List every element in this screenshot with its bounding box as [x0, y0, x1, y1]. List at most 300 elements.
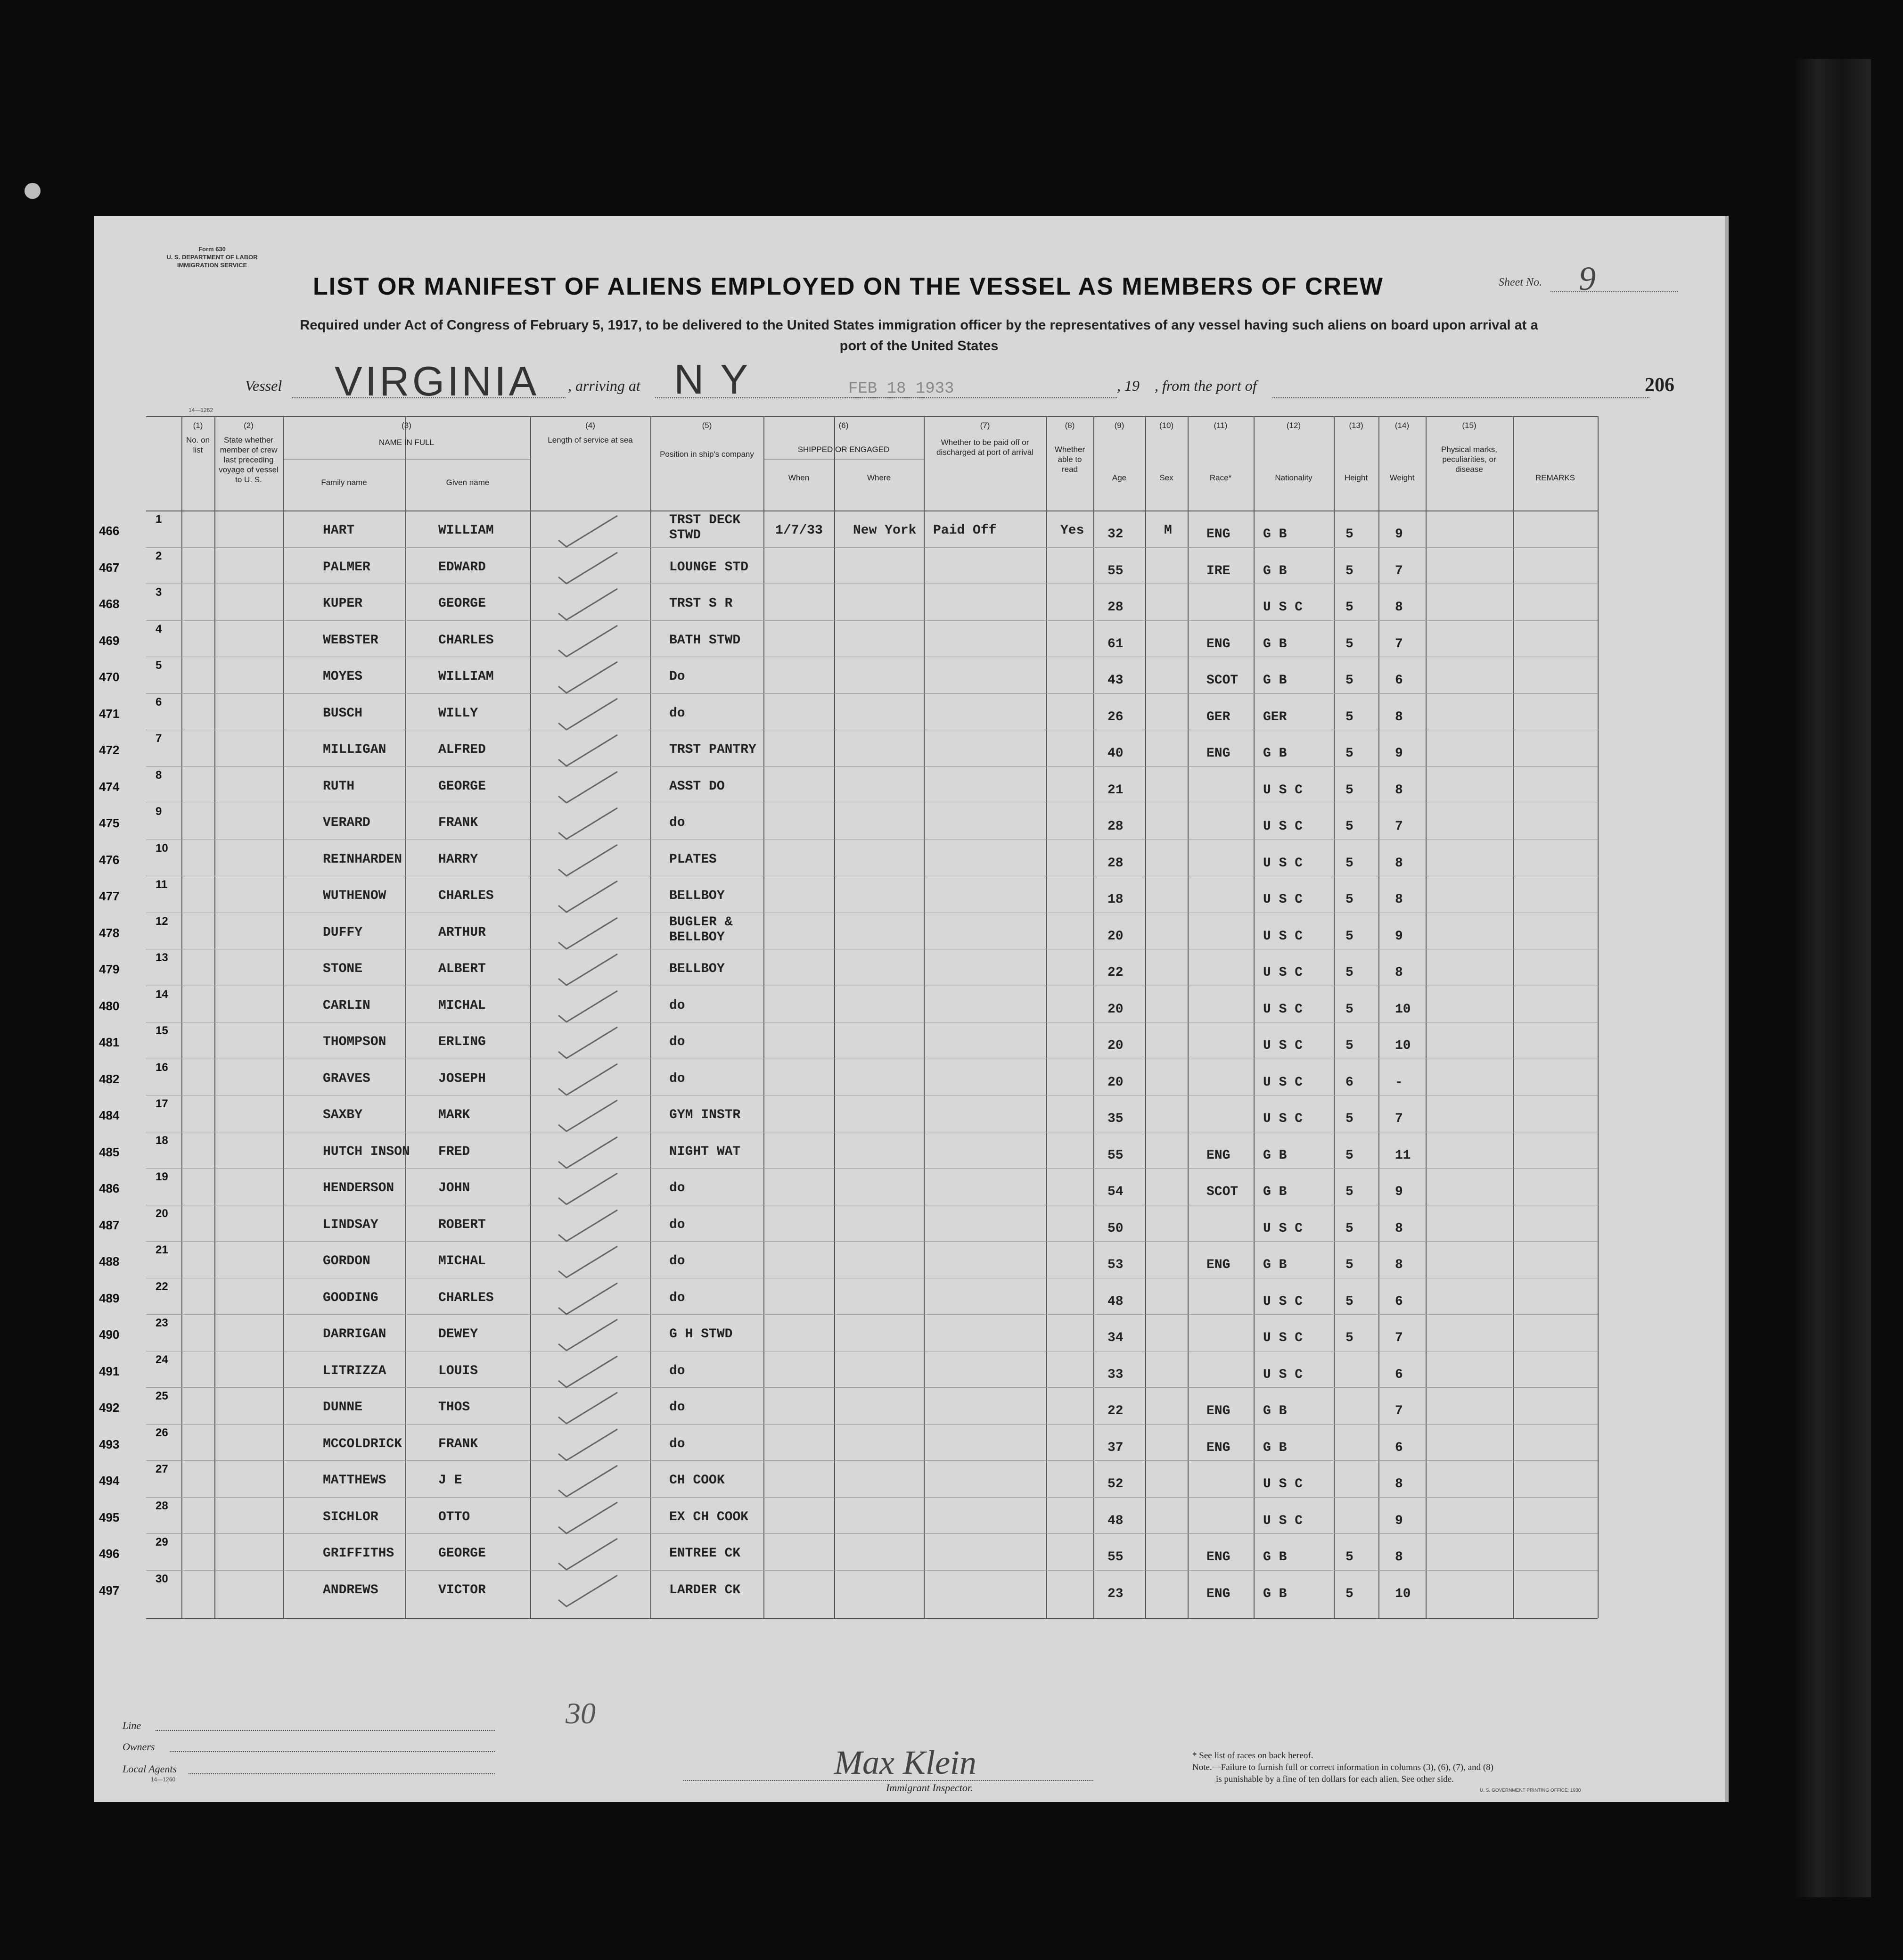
column-number: (15) [1462, 421, 1476, 430]
column-divider [1254, 416, 1255, 1618]
arriving-port: N Y [674, 356, 751, 403]
film-edge [1796, 59, 1871, 1897]
nationality: G B [1263, 1586, 1287, 1601]
row-number: 17 [156, 1097, 168, 1110]
checkmark-icon [556, 1499, 622, 1537]
nationality: U S C [1263, 1294, 1303, 1309]
column-number: (12) [1286, 421, 1301, 430]
form-number: Form 630 [198, 246, 226, 253]
column-divider [1334, 416, 1335, 1618]
column-number: (8) [1065, 421, 1075, 430]
paid-off: Paid Off [933, 523, 997, 538]
agents-line [189, 1773, 495, 1774]
column-divider [924, 416, 925, 1618]
position: do [669, 1400, 685, 1415]
age: 20 [1107, 1075, 1124, 1090]
list-sequence-number: 491 [99, 1364, 120, 1378]
row-number: 24 [156, 1353, 168, 1366]
nationality: U S C [1263, 1331, 1303, 1345]
age: 34 [1107, 1331, 1124, 1345]
checkmark-icon [556, 696, 622, 733]
column-number: (3) [402, 421, 411, 430]
column-number: (9) [1114, 421, 1124, 430]
column-number: (13) [1349, 421, 1363, 430]
checkmark-icon [556, 1061, 622, 1099]
position: TRST DECK [669, 513, 741, 527]
given-name: GEORGE [438, 596, 486, 611]
checkmark-icon [556, 951, 622, 989]
from-port-label: , from the port of [1155, 377, 1257, 394]
table-bottom-border [146, 1618, 1598, 1619]
height: 5 [1345, 1294, 1353, 1309]
nationality: U S C [1263, 819, 1303, 834]
subtitle [141, 315, 1697, 356]
position: BATH STWD [669, 633, 741, 648]
list-sequence-number: 490 [99, 1327, 120, 1342]
family-name: THOMPSON [323, 1035, 386, 1049]
row-divider [146, 620, 1598, 621]
position: do [669, 1254, 685, 1268]
weight: 8 [1395, 1477, 1403, 1491]
year-label: , 19 [1117, 377, 1140, 394]
nationality: G B [1263, 527, 1287, 542]
age: 35 [1107, 1112, 1124, 1126]
given-name: WILLIAM [438, 669, 494, 684]
family-name: KUPER [323, 596, 363, 611]
nationality: G B [1263, 636, 1287, 651]
age: 22 [1107, 1404, 1124, 1418]
weight: 8 [1395, 709, 1403, 725]
nationality: G B [1263, 1258, 1287, 1272]
column-header: Age [1112, 473, 1127, 482]
row-number: 21 [156, 1244, 168, 1256]
height: 5 [1345, 819, 1353, 834]
height: 5 [1345, 563, 1353, 578]
subtitle-line-1: Required under Act of Congress of February 5, 1917, to be delivered to the United States immigration officer by the representatives of any vessel having such aliens on board upon arrival at a [300, 318, 1538, 333]
column-divider [1378, 416, 1379, 1618]
column-header: Where [867, 473, 891, 482]
column-header: SHIPPED OR ENGAGED [797, 445, 890, 454]
line-line [156, 1730, 495, 1731]
checkmark-icon [556, 878, 622, 916]
position-line-2: STWD [669, 528, 701, 543]
given-name: FRANK [438, 815, 478, 830]
nationality: U S C [1263, 929, 1303, 944]
race: SCOT [1206, 1185, 1239, 1199]
inspector-label: Immigrant Inspector. [886, 1782, 973, 1794]
checkmark-icon [556, 769, 622, 807]
position: BUGLER & [669, 914, 733, 930]
height: 5 [1345, 856, 1353, 871]
row-divider [146, 1424, 1598, 1425]
family-name: WEBSTER [323, 633, 378, 648]
row-number: 11 [156, 878, 168, 891]
age: 21 [1107, 782, 1124, 798]
family-name: STONE [323, 962, 363, 976]
form-code: 14—1262 [189, 407, 213, 413]
height: 5 [1345, 1112, 1353, 1126]
row-number: 27 [156, 1463, 168, 1475]
column-divider [650, 416, 651, 1618]
weight: 9 [1395, 746, 1403, 761]
column-header: Race* [1209, 473, 1232, 482]
age: 40 [1107, 746, 1124, 761]
checkmark-icon [556, 1317, 622, 1354]
position: TRST S R [669, 596, 733, 611]
column-number: (1) [193, 421, 203, 430]
position: GYM INSTR [669, 1108, 741, 1122]
family-name: HART [323, 523, 355, 538]
height: 5 [1345, 1550, 1353, 1565]
weight: 7 [1395, 1112, 1403, 1126]
list-sequence-number: 497 [99, 1583, 120, 1598]
age: 26 [1107, 709, 1124, 725]
list-sequence-number: 482 [99, 1071, 120, 1086]
arriving-label: , arriving at [568, 377, 640, 394]
age: 48 [1107, 1294, 1124, 1309]
height: 5 [1345, 709, 1353, 725]
height: 5 [1345, 1331, 1353, 1345]
family-name: MCCOLDRICK [323, 1436, 402, 1451]
weight: 8 [1395, 1550, 1403, 1565]
row-number: 9 [156, 805, 162, 818]
weight: 11 [1395, 1148, 1411, 1163]
weight: 8 [1395, 1221, 1403, 1236]
position: do [669, 998, 685, 1013]
sheet-no-line [1550, 291, 1678, 292]
row-number: 20 [156, 1207, 168, 1220]
height: 5 [1345, 1148, 1353, 1163]
column-divider [1426, 416, 1427, 1618]
family-name: SAXBY [323, 1108, 363, 1122]
checkmark-icon [556, 623, 622, 660]
family-name: DARRIGAN [323, 1327, 386, 1342]
given-name: CHARLES [438, 1290, 494, 1305]
column-divider [1046, 416, 1047, 1618]
row-number: 2 [156, 549, 162, 562]
crew-table [99, 416, 1598, 1684]
position: ENTREE CK [669, 1546, 741, 1561]
column-number: (7) [980, 421, 990, 430]
given-name: OTTO [438, 1509, 470, 1524]
list-sequence-number: 493 [99, 1437, 120, 1451]
family-name: MOYES [323, 669, 363, 684]
checkmark-icon [556, 1426, 622, 1464]
owners-label: Owners [123, 1741, 155, 1753]
row-divider [146, 1497, 1598, 1498]
nationality: U S C [1263, 1513, 1303, 1528]
age: 32 [1107, 527, 1124, 542]
weight: 8 [1395, 600, 1403, 615]
position: ASST DO [669, 779, 725, 794]
list-sequence-number: 471 [99, 706, 120, 721]
column-header: No. on list [186, 436, 210, 454]
row-number: 4 [156, 622, 162, 635]
column-divider [214, 416, 215, 1618]
row-divider [146, 1533, 1598, 1534]
position: PLATES [669, 852, 717, 867]
position: do [669, 1181, 685, 1195]
nationality: U S C [1263, 1075, 1303, 1090]
checkmark-icon [556, 1170, 622, 1208]
row-number: 28 [156, 1499, 168, 1512]
checkmark-icon [556, 988, 622, 1026]
list-sequence-number: 476 [99, 852, 120, 867]
row-divider [146, 1314, 1598, 1315]
column-header: Given name [446, 478, 490, 487]
given-name: ERLING [438, 1035, 486, 1049]
column-divider [1093, 416, 1094, 1618]
checkmark-icon [556, 1024, 622, 1062]
row-number: 22 [156, 1280, 168, 1293]
list-sequence-number: 488 [99, 1254, 120, 1268]
able-to-read: Yes [1060, 523, 1084, 538]
checkmark-icon [556, 1573, 622, 1610]
family-name: HENDERSON [323, 1181, 394, 1195]
nationality: G B [1263, 746, 1287, 761]
height: 5 [1345, 1038, 1353, 1053]
weight: 8 [1395, 965, 1403, 980]
given-name: JOSEPH [438, 1071, 486, 1086]
list-sequence-number: 495 [99, 1510, 120, 1524]
given-name: LOUIS [438, 1363, 478, 1378]
age: 20 [1107, 1002, 1124, 1017]
list-sequence-number: 468 [99, 597, 120, 611]
weight: 6 [1395, 673, 1403, 688]
nationality: U S C [1263, 892, 1303, 907]
line-label: Line [123, 1720, 141, 1731]
list-sequence-number: 479 [99, 962, 120, 976]
height: 6 [1345, 1075, 1353, 1090]
weight: 7 [1395, 1331, 1403, 1345]
races-note: * See list of races on back hereof. [1192, 1751, 1313, 1761]
given-name: FRANK [438, 1436, 478, 1451]
age: 50 [1107, 1221, 1124, 1236]
weight: - [1395, 1075, 1403, 1090]
column-header: Position in ship's company [660, 450, 754, 459]
checkmark-icon [556, 842, 622, 880]
family-name: GORDON [323, 1254, 370, 1268]
weight: 9 [1395, 929, 1403, 944]
height: 5 [1345, 1586, 1353, 1601]
family-name: HUTCH INSON [323, 1144, 410, 1159]
weight: 9 [1395, 1185, 1403, 1199]
row-number: 1 [156, 513, 162, 526]
row-number: 25 [156, 1390, 168, 1402]
column-number: (2) [244, 421, 254, 430]
list-sequence-number: 475 [99, 816, 120, 830]
list-sequence-number: 489 [99, 1291, 120, 1305]
age: 37 [1107, 1440, 1124, 1455]
list-sequence-number: 486 [99, 1181, 120, 1195]
nationality: U S C [1263, 965, 1303, 980]
list-sequence-number: 487 [99, 1218, 120, 1232]
manifest-sheet [94, 216, 1729, 1802]
family-name: BUSCH [323, 706, 363, 721]
age: 28 [1107, 819, 1124, 834]
age: 61 [1107, 636, 1124, 651]
family-name: WUTHENOW [323, 889, 386, 903]
list-sequence-number: 492 [99, 1400, 120, 1415]
column-divider [1145, 416, 1146, 1618]
position: NIGHT WAT [669, 1144, 741, 1159]
nationality: G B [1263, 1404, 1287, 1418]
given-name: JOHN [438, 1181, 470, 1195]
given-name: HARRY [438, 852, 478, 867]
table-top-border [146, 416, 1598, 417]
column-header: Length of service at sea [548, 436, 633, 445]
given-name: ROBERT [438, 1217, 486, 1232]
family-name: LINDSAY [323, 1217, 378, 1232]
position: LOUNGE STD [669, 560, 749, 575]
weight: 6 [1395, 1367, 1403, 1382]
age: 28 [1107, 600, 1124, 615]
owners-line [170, 1751, 495, 1752]
checkmark-icon [556, 586, 622, 624]
family-name: DUNNE [323, 1400, 363, 1415]
punch-hole [25, 183, 41, 199]
nationality: G B [1263, 1185, 1287, 1199]
height: 5 [1345, 746, 1353, 761]
given-name: WILLY [438, 706, 478, 721]
position: G H STWD [669, 1327, 733, 1342]
position-line-2: BELLBOY [669, 930, 725, 945]
checkmark-icon [556, 1353, 622, 1391]
checkmark-icon [556, 1244, 622, 1281]
column-number: (11) [1214, 421, 1228, 430]
race: ENG [1206, 746, 1230, 761]
row-divider [146, 1460, 1598, 1461]
department-name: U. S. DEPARTMENT OF LABOR [166, 254, 258, 261]
given-name: CHARLES [438, 889, 494, 903]
family-name: VERARD [323, 815, 370, 830]
height: 5 [1345, 636, 1353, 651]
row-number: 7 [156, 732, 162, 745]
nationality: G B [1263, 563, 1287, 578]
row-divider [146, 1168, 1598, 1169]
column-header: REMARKS [1535, 473, 1575, 482]
family-name: GOODING [323, 1290, 378, 1305]
inspector-signature: Max Klein [834, 1744, 976, 1781]
list-sequence-number: 477 [99, 889, 120, 903]
weight: 7 [1395, 1404, 1403, 1418]
height: 5 [1345, 965, 1353, 980]
weight: 7 [1395, 636, 1403, 651]
family-name: RUTH [323, 779, 355, 794]
list-sequence-number: 496 [99, 1547, 120, 1561]
nationality: U S C [1263, 1112, 1303, 1126]
column-divider [530, 416, 531, 1618]
list-sequence-number: 470 [99, 670, 120, 684]
height: 5 [1345, 600, 1353, 615]
checkmark-icon [556, 1463, 622, 1500]
given-name: GEORGE [438, 1546, 486, 1561]
height: 5 [1345, 673, 1353, 688]
checkmark-icon [556, 805, 622, 843]
column-header: Whether able to read [1054, 445, 1085, 474]
position: TRST PANTRY [669, 742, 756, 757]
position: BELLBOY [669, 962, 725, 976]
position: LARDER CK [669, 1582, 741, 1598]
height: 5 [1345, 527, 1353, 542]
nationality: GER [1263, 709, 1287, 725]
checkmark-icon [556, 1134, 622, 1172]
family-name: LITRIZZA [323, 1363, 386, 1378]
height: 5 [1345, 892, 1353, 907]
height: 5 [1345, 929, 1353, 944]
race: ENG [1206, 1440, 1230, 1455]
column-number: (6) [838, 421, 849, 430]
height: 5 [1345, 1185, 1353, 1199]
column-header: Height [1344, 473, 1368, 482]
given-name: ALFRED [438, 742, 486, 757]
height: 5 [1345, 782, 1353, 798]
column-header: Whether to be paid off or discharged at port of arrival [936, 438, 1034, 457]
nationality: G B [1263, 1148, 1287, 1163]
list-sequence-number: 480 [99, 998, 120, 1013]
row-divider [146, 547, 1598, 548]
subtitle-line-2: port of the United States [839, 338, 999, 354]
vessel-label: Vessel [245, 377, 282, 394]
nationality: U S C [1263, 600, 1303, 615]
given-name: FRED [438, 1144, 470, 1159]
race: ENG [1206, 636, 1230, 651]
column-divider [1598, 416, 1599, 1618]
column-divider [763, 416, 764, 1618]
age: 55 [1107, 1148, 1124, 1163]
row-divider [146, 766, 1598, 767]
service-name: IMMIGRATION SERVICE [177, 262, 247, 269]
column-header: Family name [321, 478, 367, 487]
column-number: (10) [1159, 421, 1174, 430]
nationality: U S C [1263, 1038, 1303, 1053]
position: do [669, 815, 685, 830]
given-name: ALBERT [438, 962, 486, 976]
race: ENG [1206, 1258, 1230, 1272]
row-divider [146, 1387, 1598, 1388]
height: 5 [1345, 1258, 1353, 1272]
row-number: 15 [156, 1024, 168, 1037]
age: 23 [1107, 1586, 1124, 1601]
nationality: U S C [1263, 1002, 1303, 1017]
weight: 10 [1395, 1002, 1411, 1017]
row-number: 26 [156, 1426, 168, 1439]
list-sequence-number: 494 [99, 1474, 120, 1488]
checkmark-icon [556, 513, 622, 551]
given-name: MARK [438, 1108, 470, 1122]
age: 33 [1107, 1367, 1124, 1382]
row-divider [146, 693, 1598, 694]
position: do [669, 1217, 685, 1232]
penalty-note-1: Note.—Failure to furnish full or correct information in columns (3), (6), (7), and (8) [1192, 1762, 1493, 1772]
age: 52 [1107, 1477, 1124, 1491]
family-name: MILLIGAN [323, 742, 386, 757]
race: SCOT [1206, 673, 1239, 688]
age: 48 [1107, 1513, 1124, 1528]
list-sequence-number: 478 [99, 925, 120, 940]
row-number: 16 [156, 1061, 168, 1074]
race: GER [1206, 709, 1230, 725]
race: ENG [1206, 1404, 1230, 1418]
row-number: 30 [156, 1572, 168, 1585]
checkmark-icon [556, 1536, 622, 1573]
family-name: MATTHEWS [323, 1473, 386, 1488]
family-name: GRAVES [323, 1071, 370, 1086]
list-sequence-number: 481 [99, 1035, 120, 1049]
given-name: WILLIAM [438, 523, 494, 538]
given-name: VICTOR [438, 1582, 486, 1598]
height: 5 [1345, 1221, 1353, 1236]
